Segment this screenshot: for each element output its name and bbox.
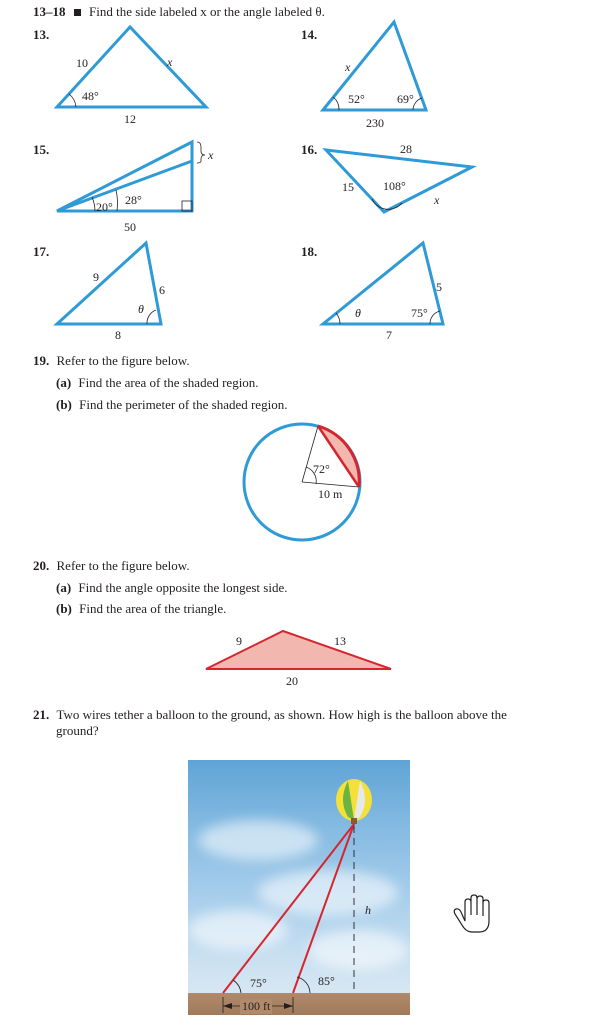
problem-20-intro-text: Refer to the figure below. [56, 558, 190, 573]
p16-angle: 108° [383, 179, 406, 193]
p18-right: 5 [436, 280, 442, 294]
p18-base: 7 [386, 328, 392, 342]
p19-radius: 10 m [318, 487, 343, 501]
problem-16-number: 16. [301, 142, 318, 157]
p18-angle: 75° [411, 306, 428, 320]
part-a-label: (a) [56, 580, 72, 595]
p16-left: 15 [342, 180, 354, 194]
p18-theta: θ [355, 306, 361, 320]
p20-base: 20 [286, 674, 298, 688]
section-instruction: Find the side labeled x or the angle labeled θ. [89, 4, 325, 19]
part-a-text: Find the area of the shaded region. [78, 375, 259, 390]
p14-base: 230 [366, 116, 384, 130]
p15-angle1: 20° [96, 200, 113, 214]
p15-base: 50 [124, 220, 136, 234]
p21-angle1: 75° [250, 976, 267, 990]
problem-14-number: 14. [301, 27, 318, 42]
p21-distance: 100 ft [242, 999, 271, 1013]
p20-right: 13 [334, 634, 346, 648]
problem-19-intro-text: Refer to the figure below. [56, 353, 190, 368]
problem-20-number: 20. [33, 558, 50, 573]
p14-side-x: x [345, 60, 351, 74]
problem-19-number: 19. [33, 353, 50, 368]
problem-17-number: 17. [33, 244, 50, 259]
problem-21-text-line1: Two wires tether a balloon to the ground, as shown. How high is the balloon above the [56, 707, 507, 722]
p19-angle: 72° [313, 462, 330, 476]
part-a-text: Find the angle opposite the longest side. [78, 580, 288, 595]
problem-18-number: 18. [301, 244, 318, 259]
p14-angle1: 52° [348, 92, 365, 106]
p16-side-x: x [434, 193, 440, 207]
p15-side-x: x [208, 148, 214, 162]
part-b-text: Find the area of the triangle. [79, 601, 227, 616]
part-b-label: (b) [56, 601, 72, 616]
p16-top: 28 [400, 142, 412, 156]
p17-left: 9 [93, 270, 99, 284]
problem-21-number: 21. [33, 707, 50, 722]
p17-angle: θ [138, 302, 144, 316]
p17-right: 6 [159, 283, 165, 297]
p17-base: 8 [115, 328, 121, 342]
problem-13-number: 13. [33, 27, 50, 42]
p15-angle2: 28° [125, 193, 142, 207]
p21-height: h [365, 903, 371, 917]
p13-side-x: x [167, 55, 173, 69]
p13-side-a: 10 [76, 56, 88, 70]
part-b-label: (b) [56, 397, 72, 412]
p13-angle: 48° [82, 89, 99, 103]
problem-21-text-line2: ground? [56, 723, 99, 738]
p21-angle2: 85° [318, 974, 335, 988]
p20-left: 9 [236, 634, 242, 648]
section-range: 13–18 [33, 4, 66, 19]
p13-base: 12 [124, 112, 136, 126]
p14-angle2: 69° [397, 92, 414, 106]
part-b-text: Find the perimeter of the shaded region. [79, 397, 288, 412]
problem-15-number: 15. [33, 142, 50, 157]
part-a-label: (a) [56, 375, 72, 390]
